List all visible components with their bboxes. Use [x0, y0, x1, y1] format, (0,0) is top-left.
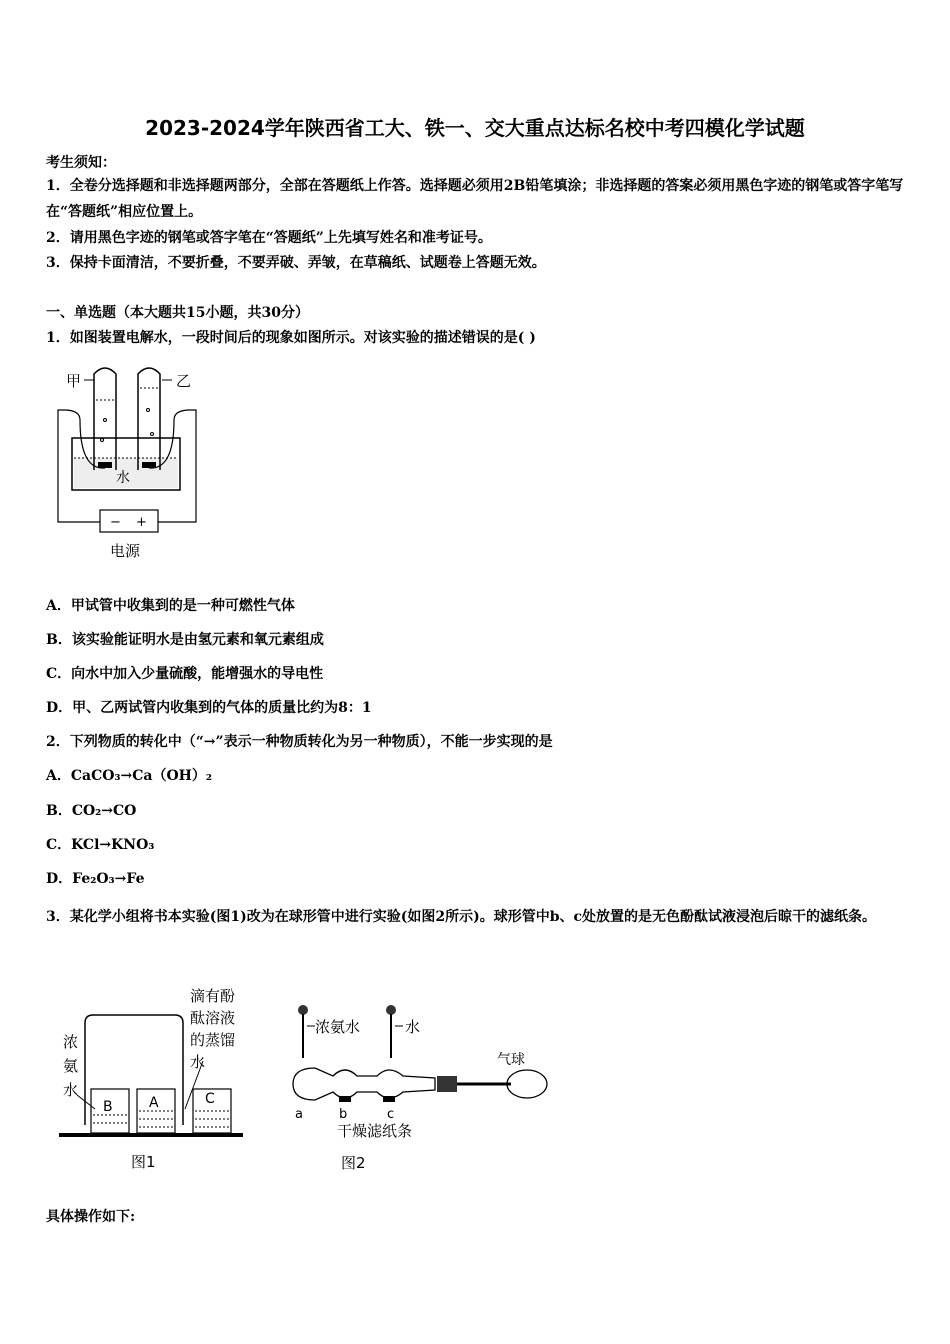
operation-heading: 具体操作如下: [46, 1209, 136, 1225]
fig1-phenol-1: 滴有酚 [190, 987, 236, 1005]
fig2-point-c: c [387, 1107, 395, 1122]
question-3-stem: 3．某化学小组将书本实验(图1)改为在球形管中进行实验(如图2所示)。球形管中b、c处放置的是无色酚酞试液浸泡后晾干的滤纸条。 [46, 909, 877, 925]
q2-option-c: C．KCl→KNO₃ [46, 837, 155, 853]
water-label: 水 [116, 470, 130, 486]
question-1-stem: 1．如图装置电解水，一段时间后的现象如图所示。对该实验的描述错误的是( ) [46, 330, 536, 346]
section-heading: 一、单选题（本大题共15小题，共30分） [46, 305, 309, 321]
minus-sign: − [110, 515, 121, 530]
figure-1 [55, 985, 255, 1184]
fig2-point-b: b [339, 1107, 348, 1122]
q1-option-c: C．向水中加入少量硫酸，能增强水的导电性 [46, 666, 324, 682]
q1-option-d: D．甲、乙两试管内收集到的气体的质量比约为8：1 [46, 700, 372, 716]
q1-option-b: B．该实验能证明水是由氢元素和氧元素组成 [46, 632, 324, 648]
q1-option-a: A．甲试管中收集到的是一种可燃性气体 [46, 598, 295, 614]
fig1-phenol-3: 的蒸馏 [190, 1031, 236, 1049]
fig1-phenol-4: 水 [190, 1053, 206, 1071]
tube-label-jia: 甲 [66, 372, 82, 390]
fig2-balloon-label: 气球 [497, 1052, 525, 1068]
notice-heading: 考生须知： [46, 155, 116, 171]
fig1-ammonia-1: 浓 [63, 1033, 79, 1051]
page-title: 2023-2024学年陕西省工大、铁一、交大重点达标名校中考四模化学试题 [145, 116, 805, 140]
fig1-phenol-2: 酞溶液 [190, 1009, 236, 1027]
tube-label-yi: 乙 [176, 372, 192, 390]
beaker-c-label: C [205, 1091, 215, 1107]
fig2-point-a: a [295, 1107, 303, 1122]
notice-item-2: 2．请用黑色字迹的钢笔或答字笔在“答题纸”上先填写姓名和准考证号。 [46, 230, 492, 246]
fig2-caption: 图2 [341, 1154, 366, 1172]
fig2-water-label: 水 [405, 1018, 421, 1036]
notice-item-3: 3．保持卡面清洁，不要折叠，不要弄破、弄皱，在草稿纸、试题卷上答题无效。 [46, 255, 546, 271]
fig1-caption: 图1 [131, 1153, 156, 1171]
question-2-stem: 2．下列物质的转化中（“→”表示一种物质转化为另一种物质），不能一步实现的是 [46, 734, 553, 750]
plus-sign: + [136, 515, 147, 530]
power-label: 电源 [110, 542, 141, 560]
electrolysis-figure [50, 360, 210, 569]
fig1-ammonia-3: 水 [63, 1081, 79, 1099]
q2-option-d: D．Fe₂O₃→Fe [46, 871, 145, 887]
notice-item-1: 1．全卷分选择题和非选择题两部分，全部在答题纸上作答。选择题必须用2B铅笔填涂；非选择题的答案必须用黑色字迹的钢笔或答字笔写在“答题纸”相应位置上。 [46, 178, 904, 220]
q2-option-a: A．CaCO₃→Ca（OH）₂ [46, 768, 213, 784]
fig2-ammonia-label: 浓氨水 [315, 1018, 361, 1036]
fig2-paper-label: 干燥滤纸条 [337, 1122, 413, 1140]
q2-option-b: B．CO₂→CO [46, 803, 137, 819]
figure-2 [285, 1000, 555, 1184]
fig1-ammonia-2: 氨 [63, 1057, 79, 1075]
beaker-a-label: A [149, 1095, 159, 1111]
beaker-b-label: B [103, 1099, 113, 1115]
